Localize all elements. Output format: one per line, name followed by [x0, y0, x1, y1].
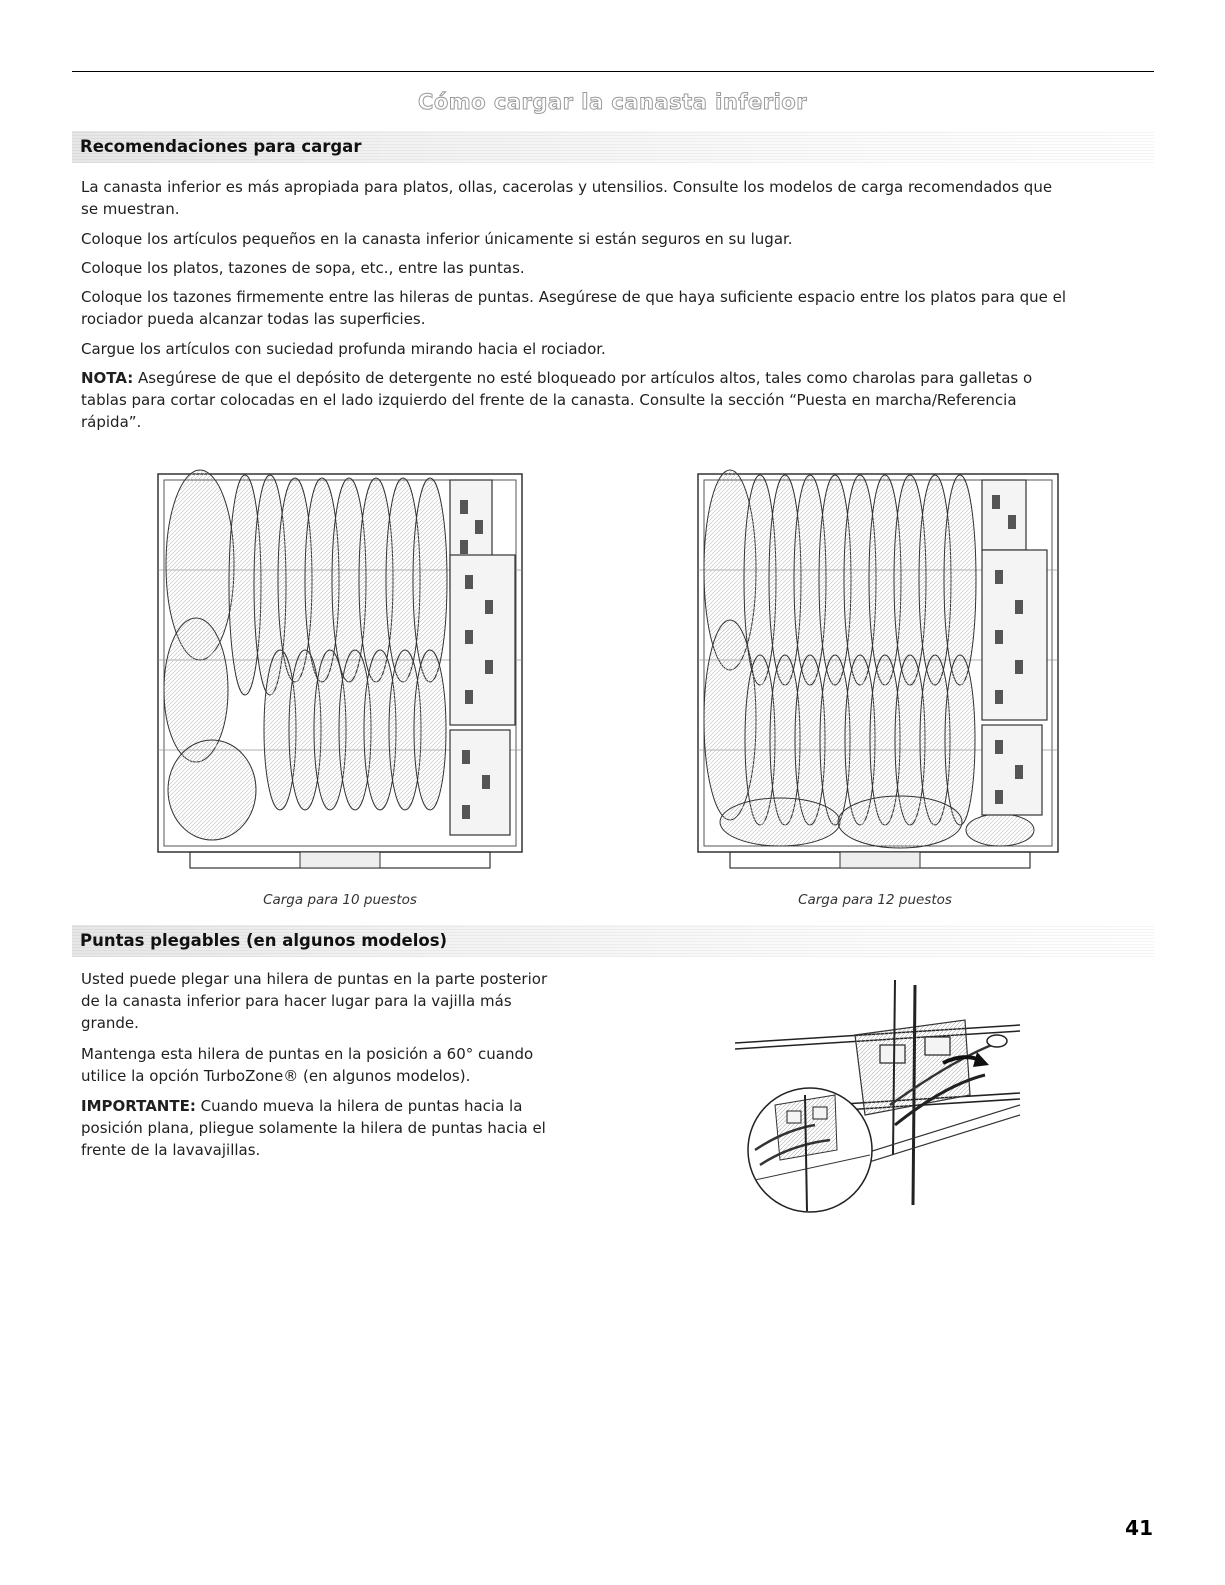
- folding-tines-illustration: [735, 975, 1025, 1215]
- important-paragraph: IMPORTANTE: Cuando mueva la hilera de puntas hacia la posición plana, pliegue solamente la hilera de puntas hacia el frente de la lavavajillas.: [81, 1097, 546, 1159]
- rack-illustration-12-settings: [690, 460, 1065, 875]
- paragraph-small-items: Coloque los artículos pequeños en la canasta inferior únicamente si están seguros en su lugar.: [81, 230, 793, 248]
- paragraph-basket-usage: La canasta inferior es más apropiada para platos, ollas, cacerolas y utensilios. Consulte los modelos de carga recomendados que se muestran.: [81, 178, 1053, 218]
- caption-10-settings: Carga para 10 puestos: [263, 892, 417, 908]
- paragraph-turbozone: Mantenga esta hilera de puntas en la posición a 60° cuando utilice la opción TurboZone® (en algunos modelos).: [81, 1045, 534, 1085]
- page-number: 41: [1125, 1516, 1153, 1540]
- top-rule: [72, 71, 1154, 72]
- paragraph-soiled-items: Cargue los artículos con suciedad profunda mirando hacia el rociador.: [81, 340, 606, 358]
- page-title: Cómo cargar la canasta inferior: [417, 90, 808, 114]
- section-heading-recommendations: Recomendaciones para cargar: [80, 137, 362, 156]
- rack-illustration-10-settings: [150, 460, 530, 875]
- section-heading-folding-tines: Puntas plegables (en algunos modelos): [80, 931, 448, 950]
- paragraph-fold-tines: Usted puede plegar una hilera de puntas en la parte posterior de la canasta inferior para hacer lugar para la vajilla más grande.: [81, 970, 548, 1032]
- important-label: IMPORTANTE:: [81, 1097, 196, 1115]
- section-heading-bar: [72, 131, 1154, 163]
- section-heading-bar: [72, 925, 1154, 957]
- note-label: NOTA:: [81, 369, 134, 387]
- note-paragraph: NOTA: Asegúrese de que el depósito de detergente no esté bloqueado por artículos altos, tales como charolas para galletas o tablas para cortar colocadas en el lado izquierdo del frente de la canasta. Consulte la sección “Puesta en marcha/Referencia rápida”.: [81, 369, 1033, 431]
- paragraph-plates: Coloque los platos, tazones de sopa, etc., entre las puntas.: [81, 259, 525, 277]
- paragraph-bowls: Coloque los tazones firmemente entre las hileras de puntas. Asegúrese de que haya suficiente espacio entre los platos para que el rociador pueda alcanzar todas las superficies.: [81, 288, 1067, 328]
- caption-12-settings: Carga para 12 puestos: [798, 892, 952, 908]
